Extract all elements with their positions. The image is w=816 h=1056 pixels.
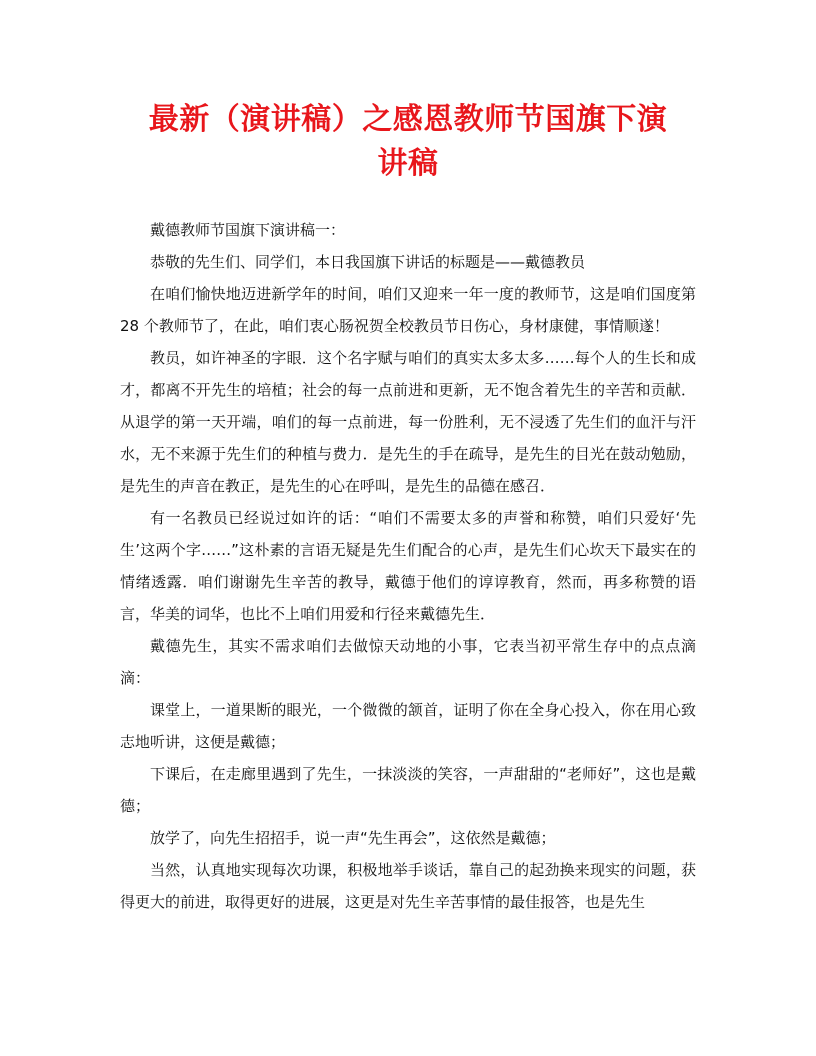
paragraph-teacher-meaning: 教员，如许神圣的字眼．这个名字赋与咱们的真实太多太多……每个人的生长和成才，都离不开先生的培植；社会的每一点前进和更新，无不饱含着先生的辛苦和贡献．从退学的第一天开端，咱们的每一点前进，每一份胜利，无不浸透了先生们的血汗与汗水，无不来源于先生们的种植与费力．是先生的手在疏导，是先生的目光在鼓动勉励，是先生的声音在教正，是先生的心在呼叫，是先生的品德在感召． bbox=[120, 349, 696, 495]
paragraph-intro-heading: 戴德教师节国旗下演讲稿一： bbox=[150, 221, 346, 239]
title-line-2: 讲稿 bbox=[377, 146, 439, 181]
paragraph-teachers-day: 在咱们愉快地迈进新学年的时间，咱们又迎来一年一度的教师节，这是咱们国度第 28 个教师节了，在此，咱们衷心肠祝贺全校教员节日伤心，身材康健，事情顺遂！ bbox=[120, 285, 696, 335]
paragraph-in-class: 课堂上，一道果断的眼光，一个微微的颔首，证明了你在全身心投入，你在用心致志地听讲，这便是戴德； bbox=[120, 701, 696, 751]
paragraph-after-school: 放学了，向先生招招手，说一声“先生再会”，这依然是戴德； bbox=[150, 829, 556, 847]
paragraph-greeting: 恭敬的先生们、同学们，本日我国旗下讲话的标题是——戴德教员 bbox=[150, 253, 586, 271]
paragraph-after-class: 下课后，在走廊里遇到了先生，一抹淡淡的笑容，一声甜甜的“老师好”，这也是戴德； bbox=[120, 765, 696, 815]
document-title bbox=[100, 98, 716, 186]
paragraph-teacher-quote: 有一名教员已经说过如许的话：“咱们不需要太多的声誉和称赞，咱们只爱好‘先生’这两个字……”这朴素的言语无疑是先生们配合的心声，是先生们心坎天下最实在的情绪透露．咱们谢谢先生辛苦的教导，戴德于他们的谆谆教育，然而，再多称赞的语言，华美的词华，也比不上咱们用爱和行径来戴德先生． bbox=[120, 509, 696, 623]
title-line-1: 最新（演讲稿）之感恩教师节国旗下演 bbox=[148, 102, 668, 137]
document-body bbox=[120, 214, 696, 918]
paragraph-homework: 当然，认真地实现每次功课，积极地举手谈话，靠自己的起劲换来现实的问题，获得更大的前进，取得更好的进展，这更是对先生辛苦事情的最佳报答，也是先生 bbox=[120, 861, 696, 911]
paragraph-gratitude-daily: 戴德先生，其实不需求咱们去做惊天动地的小事，它表当初平常生存中的点点滴滴： bbox=[120, 637, 696, 687]
